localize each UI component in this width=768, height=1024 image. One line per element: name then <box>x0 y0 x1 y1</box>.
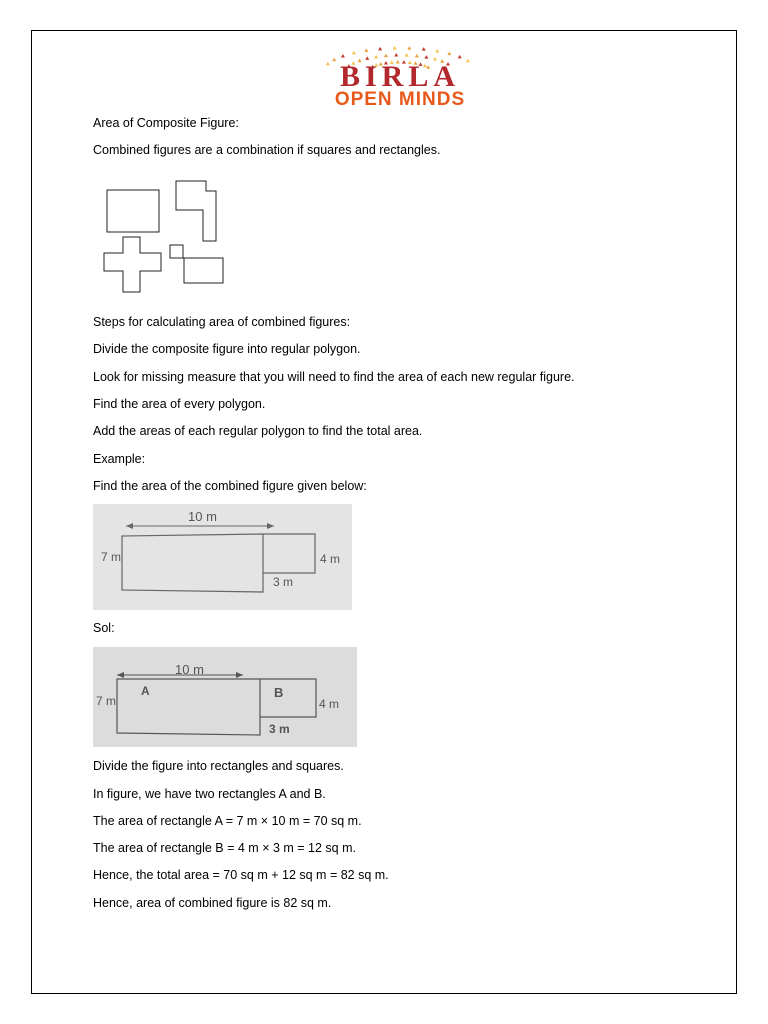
sol-label: Sol: <box>93 621 115 635</box>
fig1-label-top: 10 m <box>188 509 217 524</box>
sol-line-1: Divide the figure into rectangles and squares. <box>93 759 344 773</box>
intro-text: Combined figures are a combination if squares and rectangles. <box>93 143 441 157</box>
shape-step-figure <box>170 245 223 283</box>
sunburst-mark <box>422 47 426 51</box>
logo-line2: OPEN MINDS <box>334 89 466 108</box>
sunburst-mark <box>332 58 336 62</box>
example-figure-photo <box>93 504 352 610</box>
fig1-label-right: 4 m <box>320 552 341 566</box>
sunburst-mark <box>384 54 388 58</box>
shape-cross <box>104 237 161 292</box>
sol-line-3: The area of rectangle A = 7 m × 10 m = 70 sq m. <box>93 814 362 828</box>
sunburst-mark <box>326 62 330 66</box>
sunburst-mark <box>405 53 409 57</box>
sunburst-mark <box>407 46 411 50</box>
sunburst-mark <box>378 47 382 51</box>
steps-title: Steps for calculating area of combined figures: <box>93 315 351 329</box>
fig2-label-top: 10 m <box>175 662 204 677</box>
birla-open-minds-logo <box>300 40 500 108</box>
sunburst-mark <box>415 54 419 58</box>
fig1-label-left: 7 m <box>101 550 122 564</box>
sol-line-5: Hence, the total area = 70 sq m + 12 sq m = 82 sq m. <box>93 868 389 882</box>
fig1-label-bottom: 3 m <box>273 575 294 589</box>
sunburst-mark <box>394 53 398 57</box>
shape-l-figure <box>176 181 216 241</box>
composite-shapes-illustration <box>100 177 230 297</box>
step-3: Find the area of every polygon. <box>93 397 266 411</box>
logo-sunburst-icon <box>300 40 500 108</box>
page-heading: Area of Composite Figure: <box>93 116 239 130</box>
sunburst-mark <box>341 54 345 58</box>
sunburst-mark <box>424 55 428 59</box>
example-label: Example: <box>93 452 146 466</box>
sunburst-mark <box>393 46 397 50</box>
sunburst-mark <box>352 51 356 55</box>
fig2-label-left: 7 m <box>96 694 117 708</box>
sol-line-2: In figure, we have two rectangles A and B. <box>93 787 326 801</box>
sunburst-mark <box>435 49 439 53</box>
example-prompt: Find the area of the combined figure given below: <box>93 479 367 493</box>
shape-rectangle <box>107 190 159 232</box>
sunburst-mark <box>374 55 378 59</box>
fig2-label-bottom: 3 m <box>269 722 290 736</box>
step-2: Look for missing measure that you will need to find the area of each new regular figure. <box>93 370 575 384</box>
solution-figure-photo <box>93 647 357 747</box>
fig2-label-b: B <box>274 685 284 700</box>
sol-line-4: The area of rectangle B = 4 m × 3 m = 12 sq m. <box>93 841 356 855</box>
sunburst-mark <box>447 52 451 56</box>
sunburst-mark <box>458 55 462 59</box>
sunburst-mark <box>466 59 470 63</box>
sol-line-6: Hence, area of combined figure is 82 sq m. <box>93 896 332 910</box>
step-1: Divide the composite figure into regular polygon. <box>93 342 361 356</box>
logo-line1: BIRLA <box>339 60 461 93</box>
sunburst-mark <box>364 48 368 52</box>
fig2-label-right: 4 m <box>319 697 340 711</box>
step-4: Add the areas of each regular polygon to find the total area. <box>93 424 423 438</box>
fig2-label-a: A <box>141 684 150 698</box>
